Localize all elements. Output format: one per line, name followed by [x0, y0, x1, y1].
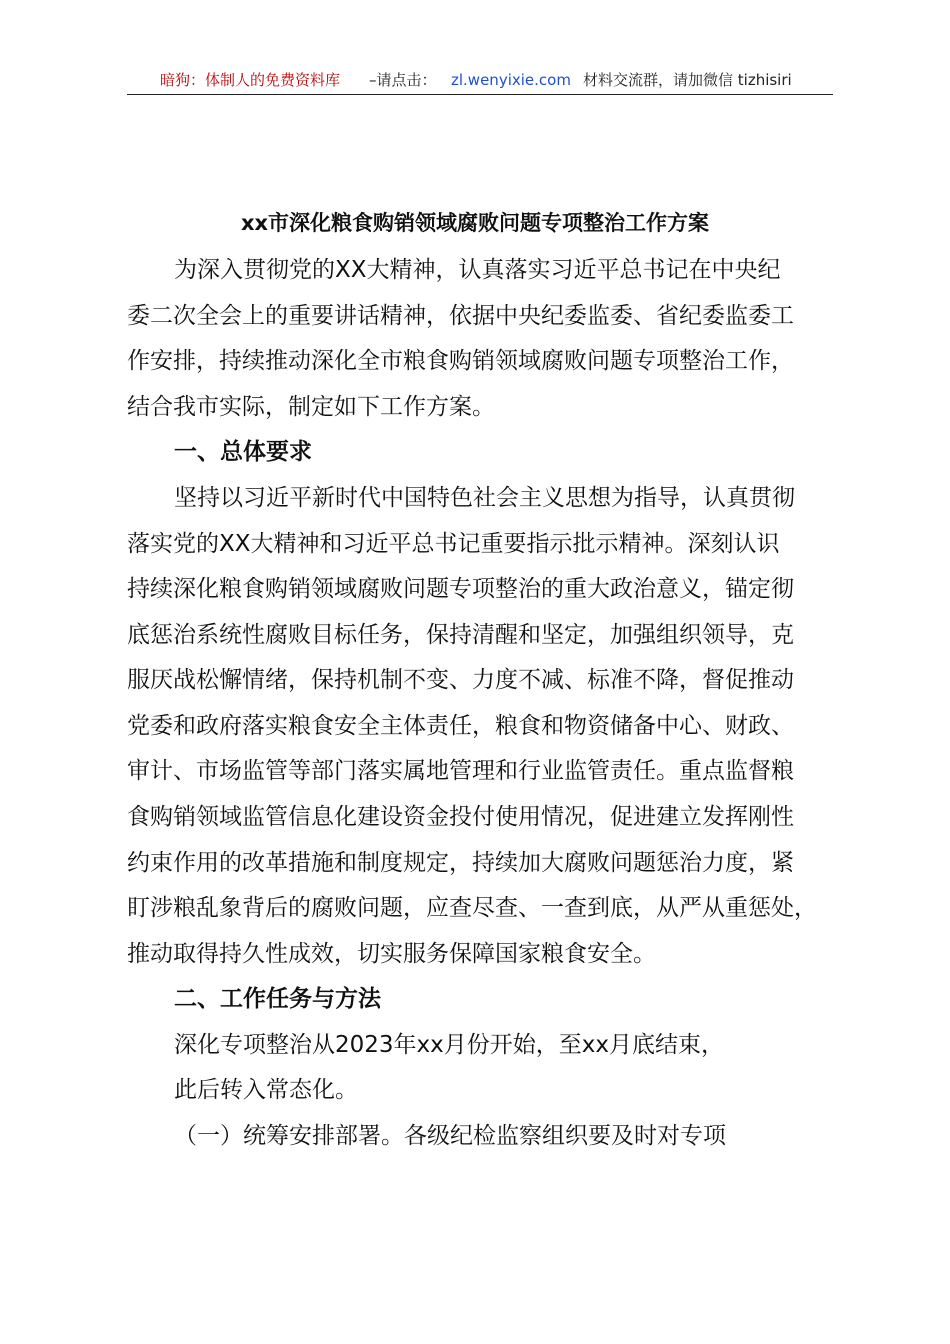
paragraph-line: （一）统筹安排部署。各级纪检监察组织要及时对专项 [174, 1123, 726, 1149]
paragraph-line: 落实党的XX大精神和习近平总书记重要指示批示精神。深刻认识 [127, 531, 780, 557]
paragraph-line: 盯涉粮乱象背后的腐败问题，应查尽查、一查到底，从严从重惩处， [127, 895, 817, 921]
paragraph-line: 约束作用的改革措施和制度规定，持续加大腐败问题惩治力度，紧 [127, 850, 794, 876]
paragraph-line: 党委和政府落实粮食安全主体责任，粮食和物资储备中心、财政、 [127, 713, 794, 739]
header-link[interactable]: zl.wenyixie.com [451, 71, 571, 89]
section-heading: 一、总体要求 [174, 439, 312, 465]
paragraph-line: 推动取得持久性成效，切实服务保障国家粮食安全。 [127, 941, 656, 967]
paragraph-line: 审计、市场监管等部门落实属地管理和行业监管责任。重点监督粮 [127, 758, 794, 784]
header-group-text: 材料交流群，请加微信 tizhisiri [583, 71, 792, 89]
paragraph-line: 结合我市实际，制定如下工作方案。 [127, 394, 495, 420]
paragraph-line: 此后转入常态化。 [174, 1077, 358, 1103]
paragraph-line: 底惩治系统性腐败目标任务，保持清醒和坚定，加强组织领导，克 [127, 622, 794, 648]
header-brand: 暗狗：体制人的免费资料库 [160, 71, 341, 89]
paragraph-line: 坚持以习近平新时代中国特色社会主义思想为指导，认真贯彻 [174, 485, 795, 511]
paragraph-line: 服厌战松懈情绪，保持机制不变、力度不减、标准不降，督促推动 [127, 667, 794, 693]
paragraph-line: 深化专项整治从2023年xx月份开始，至xx月底结束， [174, 1032, 724, 1058]
page-header [127, 66, 833, 95]
header-click-prompt: –请点击： [369, 71, 437, 89]
document-title: xx市深化粮食购销领域腐败问题专项整治工作方案 [240, 211, 710, 235]
paragraph-line: 作安排，持续推动深化全市粮食购销领域腐败问题专项整治工作， [127, 348, 794, 374]
paragraph-line: 为深入贯彻党的XX大精神，认真落实习近平总书记在中央纪 [174, 257, 781, 283]
paragraph-line: 委二次全会上的重要讲话精神，依据中央纪委监委、省纪委监委工 [127, 303, 794, 329]
paragraph-line: 持续深化粮食购销领域腐败问题专项整治的重大政治意义，锚定彻 [127, 576, 794, 602]
paragraph-line: 食购销领域监管信息化建设资金投付使用情况，促进建立发挥刚性 [127, 804, 794, 830]
section-heading: 二、工作任务与方法 [174, 986, 381, 1012]
